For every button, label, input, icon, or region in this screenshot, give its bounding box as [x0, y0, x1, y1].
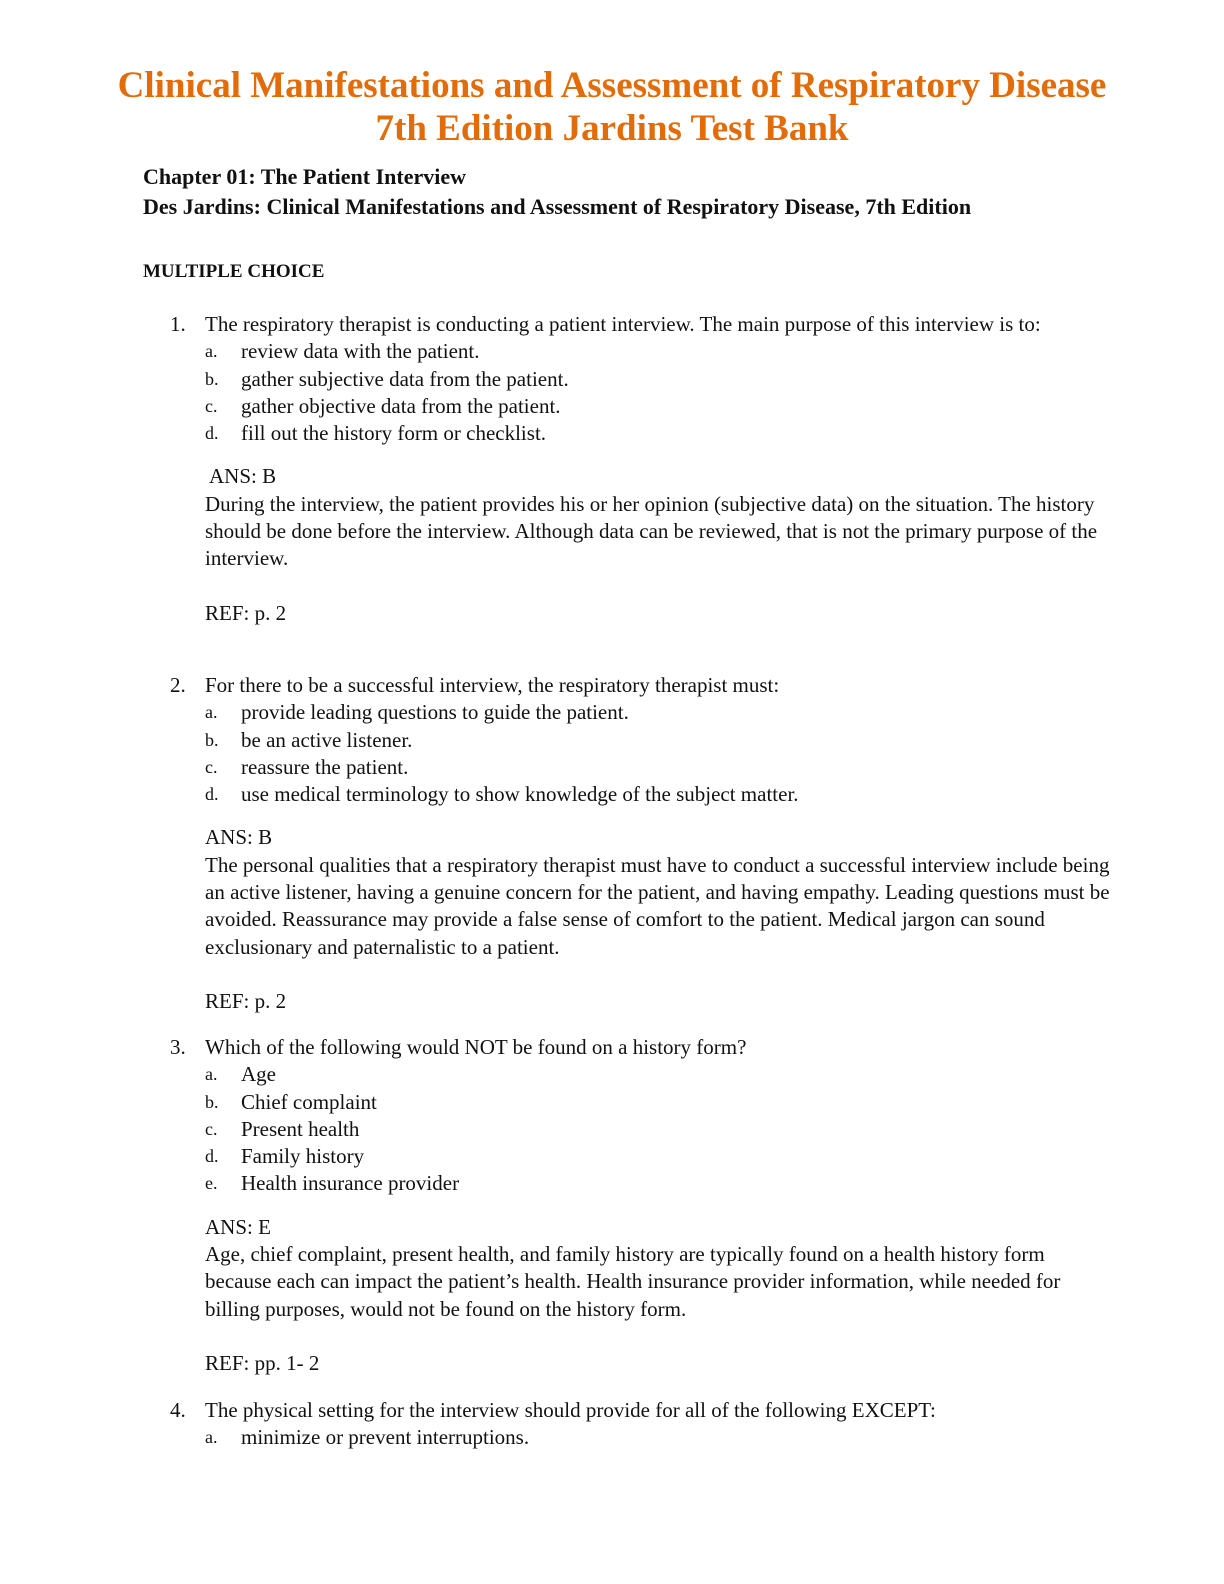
option-letter: a.	[205, 1064, 218, 1085]
reference: REF: p. 2	[205, 988, 287, 1013]
option-text: review data with the patient.	[241, 339, 480, 364]
option-a	[205, 338, 1110, 365]
answer-block	[205, 824, 1110, 1015]
option-letter: d.	[205, 423, 219, 444]
option-c	[205, 393, 1110, 420]
question-1	[170, 311, 1110, 627]
question-number: 2.	[170, 673, 186, 697]
option-a	[205, 1061, 1110, 1088]
option-text: gather objective data from the patient.	[241, 393, 561, 418]
document-title: Clinical Manifestations and Assessment of Respiratory Disease 7th Edition Jardins Test Bank	[117, 65, 1107, 149]
option-letter: b.	[205, 729, 219, 750]
option-letter: b.	[205, 1091, 219, 1112]
answer-rationale: The personal qualities that a respiratory therapist must have to conduct a successful interview include being an active listener, having a genuine concern for the patient, and having empathy. Leading questions must be avoided. Reassurance may provide a false sense of comfort to the patient. Medical jargon can sound exclusionary and paternalistic to a patient.	[205, 852, 1110, 959]
option-letter: c.	[205, 395, 218, 416]
section-heading: MULTIPLE CHOICE	[143, 261, 325, 282]
option-letter: d.	[205, 1146, 219, 1167]
answer-label: ANS: B	[205, 825, 273, 850]
option-text: use medical terminology to show knowledge of the subject matter.	[241, 782, 799, 807]
option-letter: d.	[205, 784, 219, 805]
option-b	[205, 366, 1110, 393]
option-text: be an active listener.	[241, 727, 413, 752]
option-a	[205, 1424, 1110, 1451]
answer-rationale: During the interview, the patient provides his or her opinion (subjective data) on the situation. The history should be done before the interview. Although data can be reviewed, that is not the primary purpose of the interview.	[205, 491, 1098, 571]
reference: REF: pp. 1- 2	[205, 1350, 320, 1375]
option-text: Chief complaint	[241, 1089, 377, 1114]
answer-block	[205, 1214, 1110, 1377]
chapter-heading: Chapter 01: The Patient Interview	[143, 164, 467, 189]
option-letter: a.	[205, 702, 218, 723]
question-2	[170, 672, 1110, 1015]
option-text: Family history	[241, 1144, 365, 1169]
option-letter: a.	[205, 341, 218, 362]
question-number: 1.	[170, 312, 186, 336]
option-c	[205, 754, 1110, 781]
answer-label: ANS: E	[205, 1214, 271, 1239]
option-letter: e.	[205, 1173, 218, 1194]
book-heading: Des Jardins: Clinical Manifestations and Assessment of Respiratory Disease, 7th Edition	[143, 194, 972, 219]
option-d	[205, 781, 1110, 808]
option-d	[205, 1143, 1110, 1170]
question-stem: For there to be a successful interview, the respiratory therapist must:	[205, 673, 780, 697]
question-4	[170, 1397, 1110, 1452]
option-a	[205, 699, 1110, 726]
option-text: Present health	[241, 1116, 360, 1141]
option-text: minimize or prevent interruptions.	[241, 1425, 530, 1450]
reference: REF: p. 2	[205, 600, 287, 625]
option-text: gather subjective data from the patient.	[241, 366, 569, 391]
answer-label: ANS: B	[209, 464, 277, 489]
option-letter: c.	[205, 756, 218, 777]
option-text: Age	[241, 1062, 276, 1087]
question-number: 3.	[170, 1035, 186, 1059]
question-number: 4.	[170, 1398, 186, 1422]
option-text: Health insurance provider	[241, 1171, 460, 1196]
option-b	[205, 727, 1110, 754]
option-text: fill out the history form or checklist.	[241, 421, 547, 446]
option-c	[205, 1116, 1110, 1143]
option-letter: b.	[205, 368, 219, 389]
answer-block	[205, 463, 1110, 626]
option-letter: c.	[205, 1118, 218, 1139]
option-e	[205, 1170, 1110, 1197]
question-3	[170, 1034, 1110, 1377]
question-stem: Which of the following would NOT be found on a history form?	[205, 1035, 747, 1059]
answer-rationale: Age, chief complaint, present health, and family history are typically found on a health history form because each can impact the patient’s health. Health insurance provider information, while needed for billing purposes, would not be found on the history form.	[205, 1242, 1061, 1321]
question-stem: The respiratory therapist is conducting a patient interview. The main purpose of this interview is to:	[205, 312, 1041, 336]
option-b	[205, 1089, 1110, 1116]
option-d	[205, 420, 1110, 447]
question-stem: The physical setting for the interview should provide for all of the following EXCEPT:	[205, 1398, 936, 1422]
option-text: reassure the patient.	[241, 754, 409, 779]
option-text: provide leading questions to guide the patient.	[241, 700, 629, 725]
option-letter: a.	[205, 1427, 218, 1448]
